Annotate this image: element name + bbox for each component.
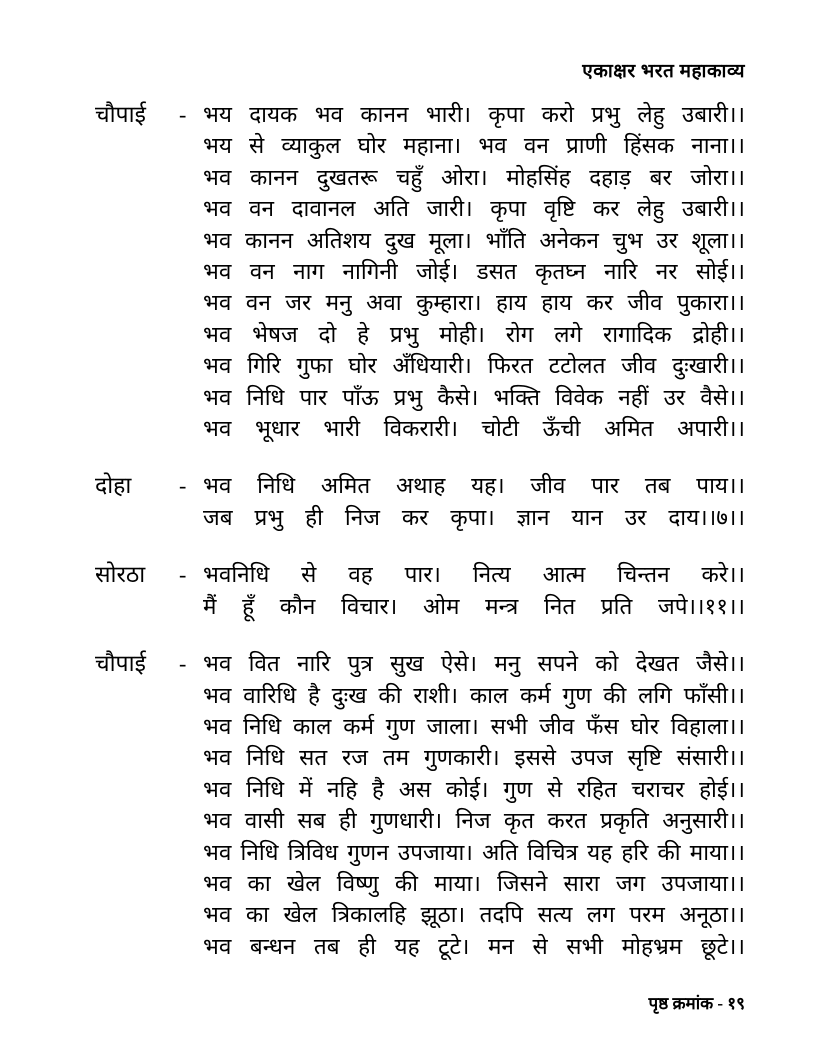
verse-line: जब प्रभु ही निज कर कृपा। ज्ञान यान उर दाय।।७।। — [203, 504, 745, 530]
verse-line: भव भूधार भारी विकरारी। चोटी ऊँची अमित अपारी।। — [203, 416, 745, 442]
section-dash: - — [179, 102, 187, 127]
verse-line: भव वन दावानल अति जारी। कृपा वृष्टि कर लेहु उबारी।। — [203, 196, 745, 222]
verse-line: भव निधि काल कर्म गुण जाला। सभी जीव फँस घोर विहाला।। — [203, 713, 745, 739]
verse-line: भय दायक भव कानन भारी। कृपा करो प्रभु लेहु उबारी।। — [203, 102, 745, 127]
verse-line: भव निधि त्रिविध गुणन उपजाया। अति विचित्र यह हरि की माया।। — [203, 839, 745, 865]
verse-content — [95, 99, 745, 962]
section-label: चौपाई — [95, 651, 146, 677]
section-lines — [203, 99, 745, 444]
verse-line: भव वारिधि है दुःख की राशी। काल कर्म गुण की लगि फाँसी।। — [203, 682, 745, 708]
section-dash: - — [179, 651, 187, 677]
verse-line: भव वन नाग नागिनी जोई। डसत कृतघ्न नारि नर सोई।। — [203, 259, 745, 285]
book-title-running-head: एकाक्षर भरत महाकाव्य — [582, 61, 745, 82]
verse-line: भव वासी सब ही गुणधारी। निज कृत करत प्रकृति अनुसारी।। — [203, 808, 745, 834]
verse-line: भय से व्याकुल घोर महाना। भव वन प्राणी हिंसक नाना।। — [203, 133, 745, 159]
verse-line: भव निधि अमित अथाह यह। जीव पार तब पाय।। — [203, 473, 745, 499]
verse-line: भव भेषज दो हे प्रभु मोही। रोग लगे रागादिक द्रोही।। — [203, 321, 745, 347]
verse-line: भव कानन अतिशय दुख मूला। भाँति अनेकन चुभ उर शूला।। — [203, 227, 745, 253]
verse-line: भव बन्धन तब ही यह टूटे। मन से सभी मोहभ्रम छूटे।। — [203, 933, 745, 959]
verse-line: भव वन जर मनु अवा कुम्हारा। हाय हाय कर जीव पुकारा।। — [203, 290, 745, 316]
verse-line: भव गिरि गुफा घोर अँधियारी। फिरत टटोलत जीव दुःखारी।। — [203, 353, 745, 379]
verse-section — [95, 559, 745, 622]
section-lines — [203, 559, 745, 622]
verse-line: भव वित नारि पुत्र सुख ऐसे। मनु सपने को देखत जैसे।। — [203, 651, 745, 677]
verse-line: भव निधि पार पाँऊ प्रभु कैसे। भक्ति विवेक नहीं उर वैसे।। — [203, 384, 745, 410]
section-lines — [203, 648, 745, 962]
verse-section — [95, 99, 745, 444]
section-label: दोहा — [95, 473, 132, 499]
verse-line: भव निधि में नहि है अस कोई। गुण से रहित चराचर होई।। — [203, 776, 745, 802]
footer-page-number: पृष्ठ क्रमांक - १९ — [648, 994, 745, 1013]
section-label: चौपाई — [95, 102, 146, 127]
section-lines — [203, 470, 745, 533]
section-label: सोरठा — [95, 562, 146, 588]
section-dash: - — [179, 562, 187, 588]
verse-section — [95, 648, 745, 962]
verse-line: मैं हूँ कौन विचार। ओम मन्त्र नित प्रति जपे।।११।। — [203, 593, 745, 619]
verse-line: भव का खेल विष्णु की माया। जिसने सारा जग उपजाया।। — [203, 870, 745, 896]
section-dash: - — [179, 473, 187, 499]
verse-line: भव का खेल त्रिकालहि झूठा। तदपि सत्य लग परम अनूठा।। — [203, 902, 745, 928]
verse-line: भव निधि सत रज तम गुणकारी। इससे उपज सृष्टि संसारी।। — [203, 745, 745, 771]
verse-section — [95, 470, 745, 533]
verse-line: भवनिधि से वह पार। नित्य आत्म चिन्तन करे।। — [203, 562, 745, 588]
verse-line: भव कानन दुखतरू चहुँ ओरा। मोहसिंह दहाड़ बर जोरा।। — [203, 164, 745, 190]
